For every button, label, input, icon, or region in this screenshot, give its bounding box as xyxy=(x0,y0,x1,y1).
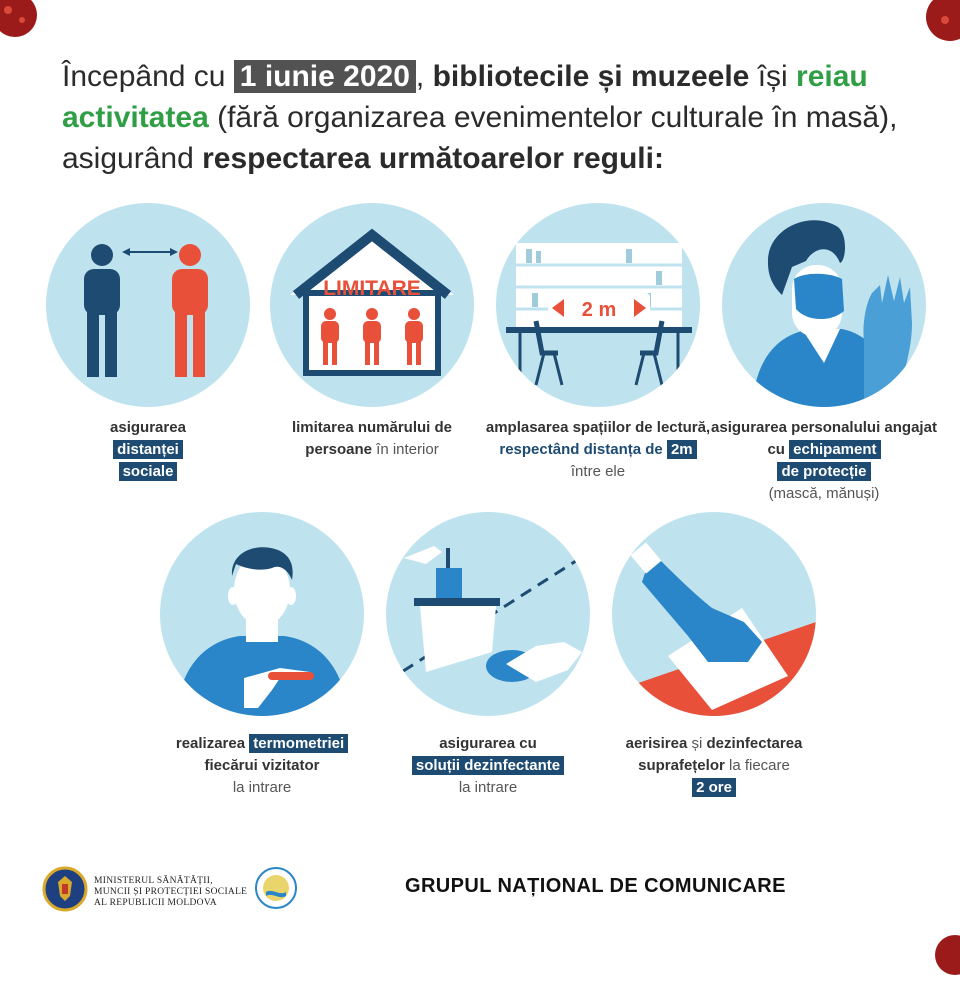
rule-thermometry: realizarea termometriei fiecărui vizitator la intrare xyxy=(147,733,377,799)
distance-badge: 2 m xyxy=(581,299,617,321)
rule-disinfectant: asigurarea cu soluții dezinfectante la intrare xyxy=(373,733,603,799)
reading-spaces-illustration xyxy=(496,203,700,407)
rule-social-distance: asigurarea distanței sociale xyxy=(110,419,186,480)
rule-protective-equipment: asigurarea personalului angajat cu echipament de protecție (mască, mănuși) xyxy=(711,419,937,502)
rule-reading-spaces: amplasarea spațiilor de lectură, respectând distanța de 2m între ele xyxy=(485,419,711,480)
surface-disinfection-illustration xyxy=(612,512,816,716)
rule-surface-disinfection: aerisirea și dezinfectarea suprafețelor la fiecare 2 ore xyxy=(625,735,803,796)
limit-persons-illustration xyxy=(270,203,474,407)
partner-emblem xyxy=(254,866,298,910)
virus-decoration-top-left xyxy=(0,0,50,50)
date-highlight: 1 iunie 2020 xyxy=(234,60,416,93)
rule-limit-persons: limitarea numărului de persoane în interior xyxy=(291,419,453,458)
virus-decoration-top-right xyxy=(915,0,960,52)
social-distance-illustration xyxy=(46,203,250,407)
headline: Începând cu 1 iunie 2020 , bibliotecile și muzeele își reiau activitatea (fără organizarea evenimentelor culturale în masă), asigurând respectarea următoarelor reguli: xyxy=(62,60,898,175)
virus-decoration-bottom-right xyxy=(925,925,960,985)
ministry-name: MINISTERUL SĂNĂTĂȚII, MUNCII ȘI PROTECȚIEI SOCIALE AL REPUBLICII MOLDOVA xyxy=(94,876,248,908)
thermometry-illustration xyxy=(160,512,364,716)
disinfectant-illustration xyxy=(386,512,590,716)
protective-equipment-illustration xyxy=(722,203,926,407)
communication-group-title: GRUPUL NAȚIONAL DE COMUNICARE xyxy=(405,875,786,897)
limitare-sign: LIMITARE xyxy=(323,277,421,300)
ministry-emblem xyxy=(42,866,88,912)
